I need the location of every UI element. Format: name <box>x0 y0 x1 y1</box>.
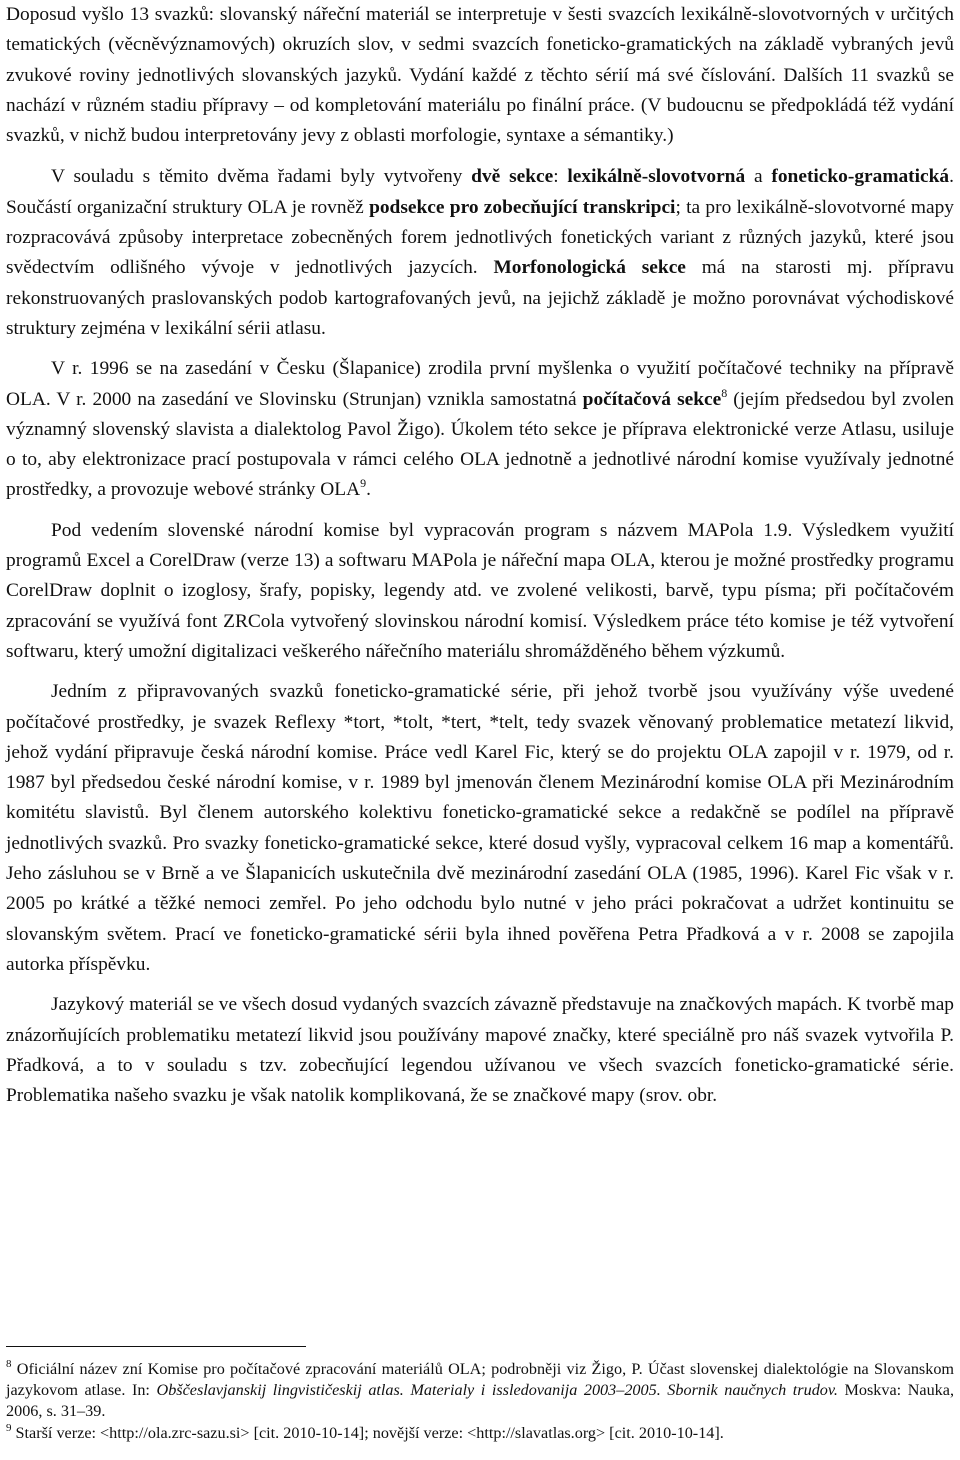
bold-term: podsekce pro zobecňující transkripci <box>369 196 676 218</box>
text-run: Jazykový materiál se ve všech dosud vydaných svazcích závazně představuje na značkových mapách. K tvorbě map znázorňujících problematiku metatezí likvid jsou používány mapové značky, které speciálně pro náš svazek vytvořila P. Přadková, a to v souladu s tzv. zobecňující legendou užívanou ve všech svazcích foneticko-gramatické série. Problematika našeho svazku je však natolik komplikovaná, že se značkové mapy (srov. obr. <box>6 994 954 1107</box>
text-run: a <box>745 166 772 188</box>
text-run: má na starosti mj. přípravu rekonstruovaných praslovanských podob kartografovaných jevů, na jejichž základě je možno porovnávat východiskové struktury zejména v lexikální sérii atlasu. <box>6 257 954 339</box>
bold-term: foneticko-gramatická <box>771 166 950 188</box>
footnote-9 <box>6 1423 954 1444</box>
text-run: . <box>366 479 371 501</box>
text-run: Starší verze: <http://ola.zrc-sazu.si> [cit. 2010-10-14]; novější verze: <http://slavatlas.org> [cit. 2010-10-14]. <box>11 1423 724 1442</box>
footnotes <box>6 1346 954 1444</box>
paragraph-mapola <box>6 516 954 667</box>
text-run: Doposud vyšlo 13 svazků: slovanský nářeční materiál se interpretuje v šesti svazcích lexikálně-slovotvorných v určitých tematických (věcněvýznamových) okruzích slov, v sedmi svazcích foneticko-gramatických na základě vybraných jevů zvukové roviny jednotlivých slovanských jazyků. Vydání každé z těchto sérií má své číslování. Dalších 11 svazků se nachází v různém stadiu přípravy – od kompletování materiálu po finální práce. (V budoucnu se předpokládá též vydání svazků, v nichž budou interpretovány jevy z oblasti morfologie, syntaxe a sémantiky.) <box>6 4 954 147</box>
paragraph-reflexy-volume <box>6 677 954 980</box>
text-run: : <box>553 166 568 188</box>
footnote-separator <box>6 1346 306 1347</box>
text-run: . Součástí organizační struktury OLA je rovněž <box>6 166 954 218</box>
paragraph-sections <box>6 162 954 344</box>
footnote-8 <box>6 1359 954 1423</box>
paragraph-symbol-maps <box>6 990 954 1111</box>
text-run: Moskva: Nauka, 2006, s. 31–39. <box>6 1381 954 1421</box>
text-run: Jedním z připravovaných svazků foneticko-gramatické série, při jehož tvorbě jsou využívány výše uvedené počítačové prostředky, je svazek Reflexy *tort, *tolt, *tert, *telt, tedy svazek věnovaný problematice metatezí likvid, jehož vydání připravuje česká národní komise. Práce vedl Karel Fic, který se do projektu OLA zapojil v r. 1979, od r. 1987 byl předsedou české národní komise, v r. 1989 byl jmenován členem Mezinárodní komise OLA při Mezinárodním komitétu slavistů. Byl členem autorského kolektivu foneticko-gramatické sekce a redakčně se podílel na přípravě jednotlivých svazků. Pro svazky foneticko-gramatické sekce, které dosud vyšly, vypracoval celkem 16 map a komentářů. Jeho zásluhou se v Brně a ve Šlapanicích uskutečnila dvě mezinárodní zasedání OLA (1985, 1996). Karel Fic však v r. 2005 po krátké a těžké nemoci zemřel. Po jeho odchodu bylo nutné v jeho práci pokračovat a udržet kontinuitu se slovanským světem. Prací ve foneticko-gramatické sérii byla ihned pověřena Petra Přadková a v r. 2008 se zapojila autorka příspěvku. <box>6 681 954 975</box>
italic-title: Obščeslavjanskij lingvističeskij atlas. Materialy i issledovanija 2003–2005. Sbornik naučnych trudov. <box>156 1381 838 1400</box>
bold-term: počítačová sekce <box>582 388 722 410</box>
bold-term: dvě sekce <box>471 166 554 188</box>
text-run: (jejím předsedou byl zvolen významný slovenský slavista a dialektolog Pavol Žigo). Úkolem této sekce je příprava elektronické verze Atlasu, usiluje o to, aby elektronizace prací postupovala v rámci celého OLA jednotně a jednotlivé národní komise využívaly jednotné prostředky, a provozuje webové stránky OLA <box>6 388 954 501</box>
text-run: V r. 1996 se na zasedání v Česku (Šlapanice) zrodila první myšlenka o využití počítačové techniky na přípravě OLA. V r. 2000 na zasedání ve Slovinsku (Strunjan) vznikla samostatná <box>6 358 954 410</box>
paragraph-volumes <box>6 0 954 151</box>
text-run: ; ta pro lexikálně-slovotvorné mapy rozpracovává způsoby interpretace zobecněných forem jednotlivých fonetických variant z různých jazyků, které jsou svědectvím odlišného vývoje v jednotlivých jazycích. <box>6 196 954 279</box>
paragraph-computer-section <box>6 354 954 505</box>
bold-term: Morfonologická sekce <box>493 257 686 279</box>
text-run: V souladu s těmito dvěma řadami byly vytvořeny <box>51 166 472 188</box>
footnote-marker: 9 <box>360 476 367 491</box>
footnote-marker: 8 <box>6 1358 12 1370</box>
text-run: Oficiální název zní Komise pro počítačové zpracování materiálů OLA; podrobněji viz Žigo, P. Účast slovenskej dialektológie na Slovanskom jazykovom atlase. In: <box>6 1360 954 1400</box>
document-body <box>6 0 954 1111</box>
footnote-marker: 9 <box>6 1421 12 1434</box>
bold-term: lexikálně-slovotvorná <box>567 166 746 188</box>
footnote-marker: 8 <box>721 385 728 400</box>
text-run: Pod vedením slovenské národní komise byl vypracován program s názvem MAPola 1.9. Výsledkem využití programů Excel a CorelDraw (verze 13) a softwaru MAPola je nářeční mapa OLA, kterou je možné prostředky programu CorelDraw doplnit o izoglosy, šrafy, popisky, legendy atd. ve zvolené velikosti, barvě, typu písma; při počítačovém zpracování se využívá font ZRCola vytvořený slovinskou národní komisí. Výsledkem práce této komise je též vytvoření softwaru, který umožní digitalizaci veškerého nářečního materiálu shromážděného během výzkumů. <box>6 519 954 662</box>
